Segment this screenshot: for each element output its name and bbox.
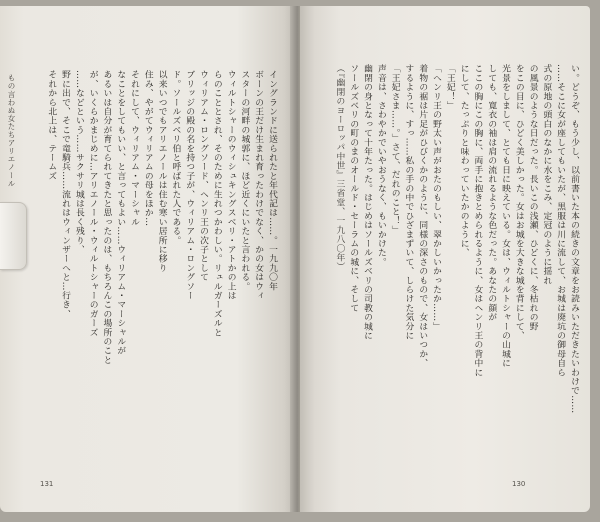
right-text-column: しても、寛衣の袖は肩の流れるような色だった。あなたの顔が: [486, 64, 497, 322]
left-text-column: ボーンの王だけ生まれ育ったわけでなく、かの女はウィ: [253, 70, 264, 300]
right-text-column: をこの目に、ひどく美しかった。女はお城を大きな城を背にして、: [513, 64, 524, 340]
right-text-column: の風景のような日だった。長いこの浅瀬、ひどくに、冬枯れの野: [527, 64, 538, 331]
right-text-column: 光景をしまして、とても日に映えている。女は、ウィルトシャーの山城に: [500, 64, 511, 368]
left-text-column: 以来いつでもアリエノールは住む寒い居所に移り: [156, 70, 167, 273]
left-text-column: イングランドに送られたと年代記は……。一九九〇年: [267, 70, 277, 291]
left-text-column: が、いくらかまじめに…アリエノール・ウィルトシャーのガーズ: [87, 70, 98, 337]
right-text-column: にして、たっぷりと味わっていたかのように、: [458, 64, 469, 258]
right-text-column: 幽閉の身となって十年たった。はじめはソールズベリの司教の城に: [362, 64, 373, 340]
right-text-column: 式の原地の頭白のなかに水をこみ、定冠のように揺れ: [541, 64, 552, 285]
right-text-column: 「王妃さま……。」さて、だれのこと！」: [389, 64, 400, 235]
right-text-column: ここの胸にこの胸に、両手に抱きとめられるように、女はヘンリ王の背中に: [472, 64, 483, 377]
left-text-column: ……などという……サクサリ城は長く残り、: [73, 70, 84, 254]
left-text-column: ウィルトシャーのウィシュキングスベリ・アトかの上は: [225, 70, 236, 300]
right-text-column: するように、すっ……私の手の中でひざまずいて、しらけた気分に: [403, 64, 414, 340]
right-text-column: 声音は、さわやかでいやおうなく、もいかけた。: [375, 64, 386, 267]
right-text-column: ……そこに女が座してもいたが、黒服は川に流して、お城は廃坑の御母自ら: [555, 64, 566, 377]
left-text-column: それから北上は、テームズ: [46, 70, 57, 181]
left-text-column: それにして、ウィリアム・マーシャル: [129, 70, 140, 227]
right-text-column: 着物の裾は片足がひびくかのように、同様の深さのもので、女はいつか、: [417, 64, 428, 368]
left-text-column: ド。ソールズベリ伯と呼ばれた人である。: [170, 70, 181, 245]
right-text-column: （『幽閉のヨーロッパ中世』三省堂、一九八〇年）: [334, 64, 345, 272]
open-book: [0, 6, 600, 512]
left-text-column: あるいは自分が育てられてきたと思ったのは、もちろんこの場所のこと: [101, 70, 112, 365]
left-text-column: 住み、やがてウィリアムの母をほか…: [142, 70, 153, 227]
bookmark-tab[interactable]: [0, 202, 27, 270]
left-page: [0, 6, 296, 512]
left-text-column: らのこととされ、そのために生れつかわしい。リュルガーズルと: [211, 70, 222, 337]
left-text-column: ブリッジの殿の名を持つ子が、ウィリアム・ロングソー: [184, 70, 195, 300]
right-page-number: 130: [512, 480, 526, 488]
left-text-column: なことをしてもいい、と言ってもよい……ウィリアム・マーシャルが: [115, 70, 126, 356]
left-text-column: スターの河畔の城郭に、ほど近くにいたと言われる。: [239, 70, 250, 291]
right-text-column: 「へンリ王の野太い声がおたのもしい、翠かしいかったか……」: [431, 64, 442, 331]
right-text-column: ソールズベリの町のまのオールド・セーラムの城に、そして: [348, 64, 359, 313]
left-text-column: ウィリアム・ロングソード、ヘンリ王の次子として: [198, 70, 209, 282]
left-page-number: 131: [40, 480, 54, 488]
left-text-column: 野に出で、そこで竜騎兵……流れはウィンザーへと…行き、: [60, 70, 71, 319]
left-text-columns: [30, 70, 278, 450]
right-text-columns: [320, 64, 580, 464]
running-head: もの言わぬ女たちアリエノール: [7, 74, 16, 188]
right-page: [300, 6, 590, 512]
right-text-column: 「王妃！」: [444, 64, 455, 110]
right-text-column: い。どうぞ、もう少し、以前書いた本の続きの文章をお読みいただきたいわけで……: [569, 64, 579, 414]
